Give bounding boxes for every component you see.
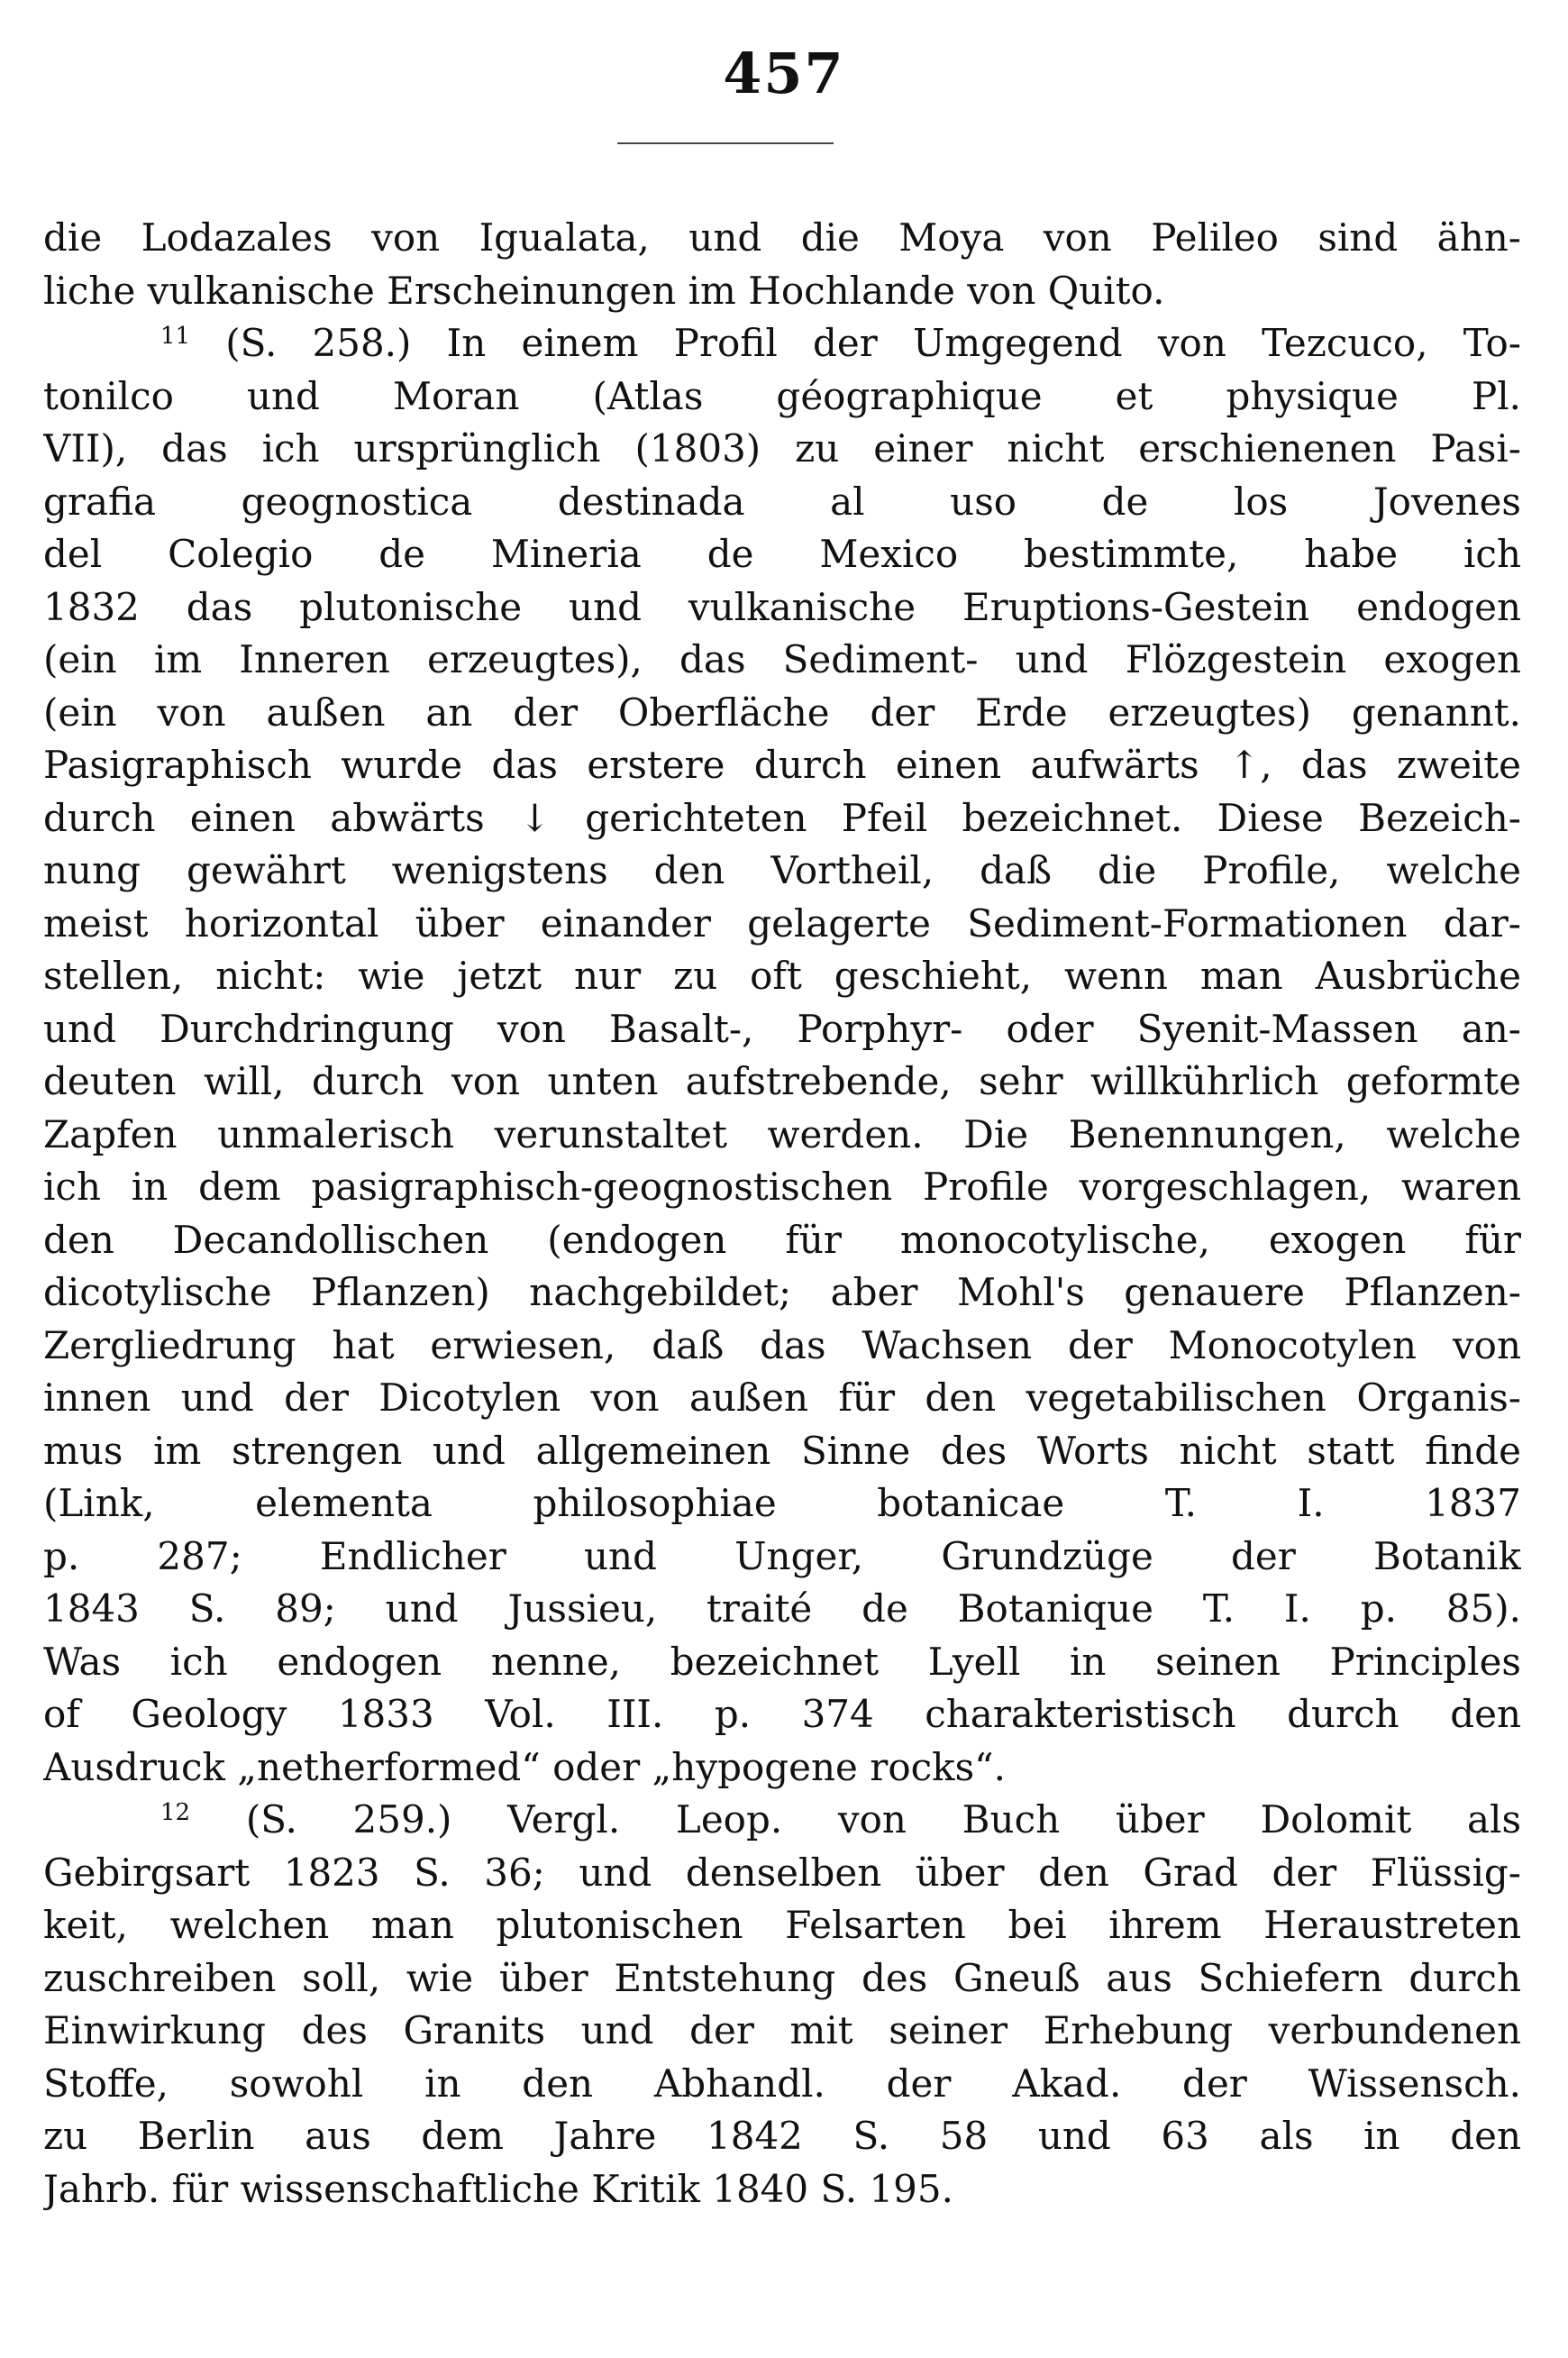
text-line: zu Berlin aus dem Jahre 1842 S. 58 und 63 als in den bbox=[43, 2114, 1521, 2158]
text-line: die Lodazales von Igualata, und die Moya von Pelileo sind ähn- bbox=[43, 215, 1521, 260]
text-line: tonilco und Moran (Atlas géographique et physique Pl. bbox=[43, 373, 1521, 418]
text-line: (S. 258.) In einem Profil der Umgegend von Tezcuco, To- bbox=[225, 321, 1521, 365]
text-line: (Link, elementa philosophiae botanicae T. I. 1837 bbox=[43, 1481, 1521, 1525]
text-line: (ein im Inneren erzeugtes), das Sediment- und Flözgestein exogen bbox=[43, 637, 1521, 681]
text-line: Gebirgsart 1823 S. 36; und denselben über den Grad der Flüssig- bbox=[43, 1850, 1521, 1895]
text-line: (S. 259.) Vergl. Leop. von Buch über Dolomit als bbox=[245, 1797, 1521, 1842]
text-line: innen und der Dicotylen von außen für den vegetabilischen Organis- bbox=[43, 1376, 1521, 1420]
header-rule bbox=[617, 142, 834, 144]
text-line: Zergliedrung hat erwiesen, daß das Wachsen der Monocotylen von bbox=[43, 1322, 1521, 1367]
text-line: stellen, nicht: wie jetzt nur zu oft geschieht, wenn man Ausbrüche bbox=[43, 954, 1521, 998]
text-line: durch einen abwärts ↓ gerichteten Pfeil bezeichnet. Diese Bezeich- bbox=[43, 795, 1521, 840]
text-line: mus im strengen und allgemeinen Sinne des Worts nicht statt finde bbox=[43, 1428, 1521, 1473]
text-line: meist horizontal über einander gelagerte Sediment-Formationen dar- bbox=[43, 900, 1521, 946]
footnote-11-line bbox=[43, 317, 1521, 370]
text-line: 1843 S. 89; und Jussieu, traité de Botanique T. I. p. 85). bbox=[43, 1586, 1521, 1631]
footnote-marker-12: 12 bbox=[160, 1799, 191, 1826]
text-line: del Colegio de Mineria de Mexico bestimmte, habe ich bbox=[43, 532, 1521, 576]
footnote-12-line bbox=[43, 1794, 1521, 1847]
text-line: p. 287; Endlicher und Unger, Grundzüge der Botanik bbox=[43, 1533, 1521, 1578]
text-line: Stoffe, sowohl in den Abhandl. der Akad. der Wissensch. bbox=[43, 2061, 1521, 2106]
text-line: nung gewährt wenigstens den Vortheil, daß die Profile, welche bbox=[43, 848, 1521, 892]
text-line: keit, welchen man plutonischen Felsarten bei ihrem Heraustreten bbox=[43, 1903, 1521, 1947]
text-line: Was ich endogen nenne, bezeichnet Lyell in seinen Principles bbox=[43, 1639, 1521, 1684]
text-line: dicotylische Pflanzen) nachgebildet; aber Mohl's genauere Pflanzen- bbox=[43, 1270, 1521, 1314]
text-line: liche vulkanische Erscheinungen im Hochlande von Quito. bbox=[43, 268, 1165, 313]
text-line: Jahrb. für wissenschaftliche Kritik 1840 S. 195. bbox=[43, 2166, 953, 2211]
text-line: (ein von außen an der Oberfläche der Erde erzeugtes) genannt. bbox=[43, 690, 1521, 735]
text-line: und Durchdringung von Basalt-, Porphyr- oder Syenit-Massen an- bbox=[43, 1006, 1521, 1051]
text-line: Zapfen unmalerisch verunstaltet werden. Die Benennungen, welche bbox=[43, 1111, 1521, 1156]
text-line: 1832 das plutonische und vulkanische Eruptions-Gestein endogen bbox=[43, 584, 1521, 629]
text-line: deuten will, durch von unten aufstrebende, sehr willkührlich geformte bbox=[43, 1059, 1521, 1103]
text-line: zuschreiben soll, wie über Entstehung des Gneuß aus Schiefern durch bbox=[43, 1955, 1521, 2000]
page-number: 457 bbox=[723, 41, 845, 106]
text-line: Ausdruck „netherformed“ oder „hypogene rocks“. bbox=[43, 1744, 1006, 1789]
text-line: VII), das ich ursprünglich (1803) zu einer nicht erschienenen Pasi- bbox=[43, 426, 1521, 471]
text-line: of Geology 1833 Vol. III. p. 374 charakteristisch durch den bbox=[43, 1692, 1521, 1736]
text-line: Pasigraphisch wurde das erstere durch einen aufwärts ↑, das zweite bbox=[43, 743, 1521, 787]
text-line: Einwirkung des Granits und der mit seiner Erhebung verbundenen bbox=[43, 2008, 1521, 2052]
text-line: grafia geognostica destinada al uso de los Jovenes bbox=[43, 479, 1521, 524]
footnote-marker-11: 11 bbox=[160, 323, 191, 350]
footnote-text bbox=[43, 212, 1521, 2216]
text-line: ich in dem pasigraphisch-geognostischen Profile vorgeschlagen, waren bbox=[43, 1165, 1521, 1209]
text-line: den Decandollischen (endogen für monocotylische, exogen für bbox=[43, 1217, 1521, 1262]
